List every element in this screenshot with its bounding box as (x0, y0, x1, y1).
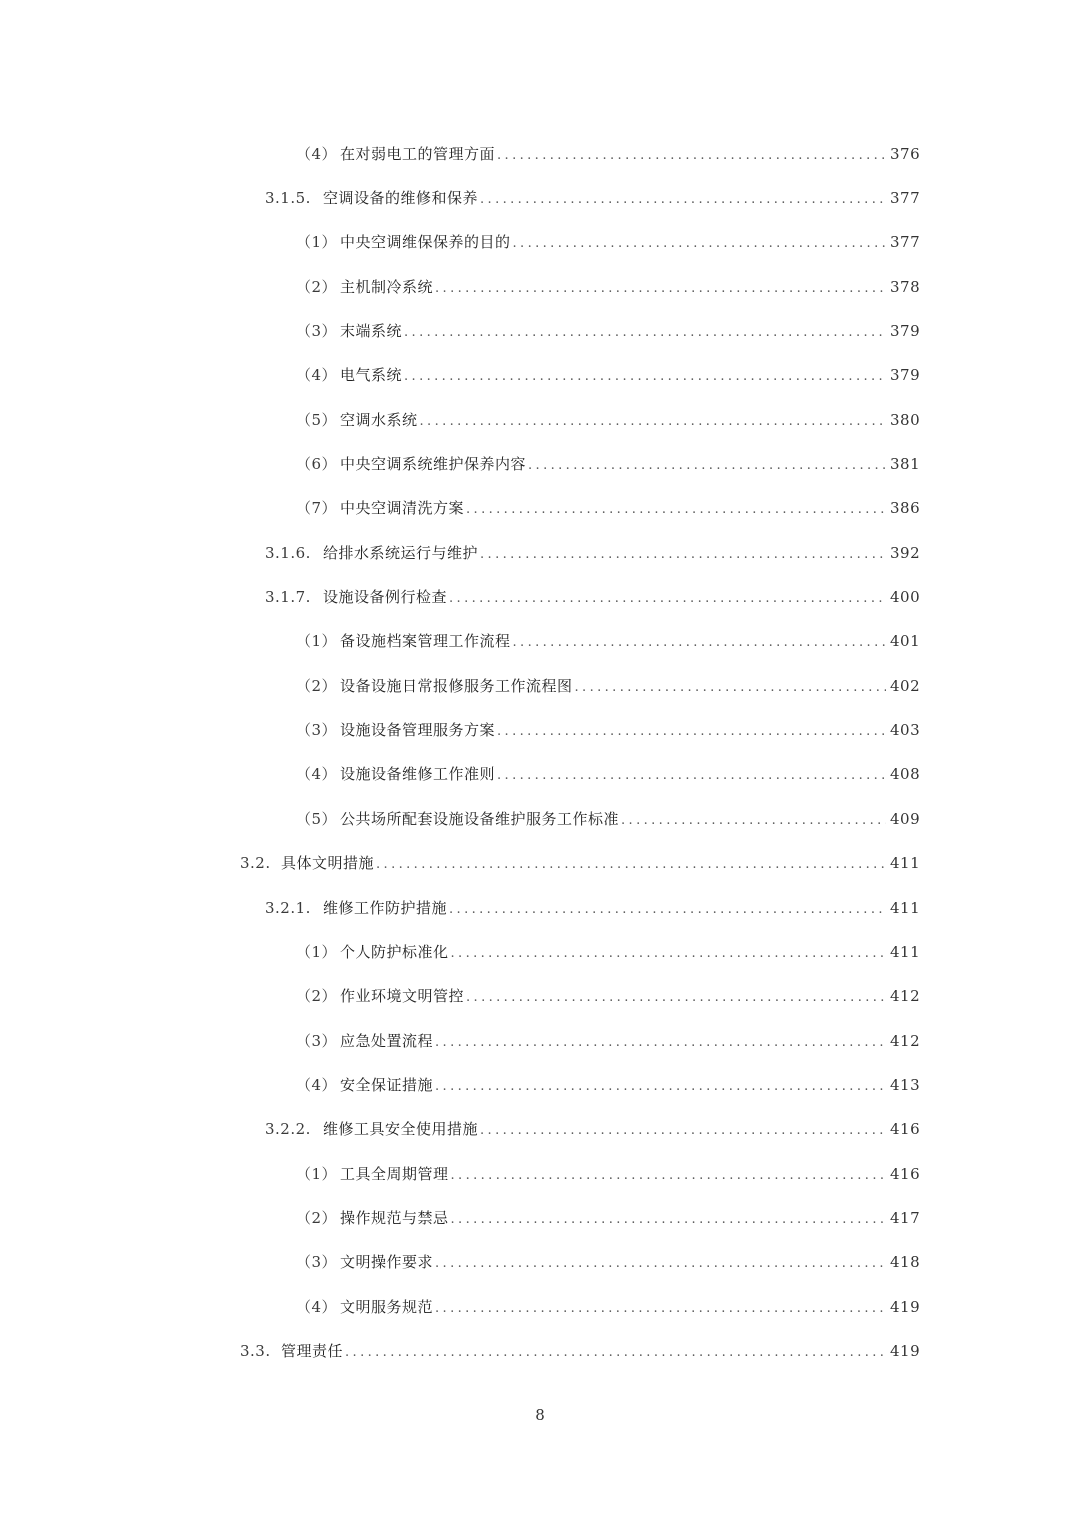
toc-entry-page: 379 (890, 366, 921, 385)
toc-entry-page: 419 (890, 1297, 921, 1316)
toc-entry-number: （3） (296, 1253, 338, 1272)
toc-entry-page: 401 (890, 632, 921, 651)
toc-leader-dots (435, 1301, 886, 1316)
toc-entry-title: 给排水系统运行与维护 (323, 543, 479, 562)
toc-entry-page: 379 (890, 322, 921, 341)
toc-leader-dots (480, 547, 886, 562)
toc-entry-title: 设备设施日常报修服务工作流程图 (340, 676, 573, 695)
toc-entry-title: 中央空调系统维护保养内容 (340, 455, 527, 474)
toc-entry-page: 392 (890, 543, 921, 562)
toc-entry-title: 具体文明措施 (281, 854, 375, 873)
toc-entry[interactable] (0, 841, 1080, 885)
toc-entry-page: 400 (890, 588, 921, 607)
toc-leader-dots (451, 1212, 886, 1227)
toc-entry-page: 386 (890, 499, 921, 518)
toc-leader-dots (528, 458, 886, 473)
toc-entry[interactable] (0, 619, 1080, 663)
toc-entry[interactable] (0, 1240, 1080, 1284)
toc-entry[interactable] (0, 397, 1080, 441)
toc-leader-dots (451, 946, 886, 961)
toc-entry[interactable] (0, 308, 1080, 352)
toc-leader-dots (480, 1123, 886, 1138)
toc-entry-page: 411 (890, 898, 921, 917)
toc-leader-dots (497, 768, 886, 783)
toc-entry[interactable] (0, 486, 1080, 530)
toc-entry-title: 末端系统 (340, 322, 403, 341)
toc-entry-number: （3） (296, 322, 338, 341)
toc-entry-number: （5） (296, 410, 338, 429)
toc-leader-dots (513, 236, 886, 251)
toc-entry[interactable] (0, 131, 1080, 175)
toc-entry-title: 工具全周期管理 (340, 1164, 449, 1183)
toc-entry[interactable] (0, 1284, 1080, 1328)
toc-entry-number: 3.1.7. (265, 588, 311, 607)
toc-entry[interactable] (0, 441, 1080, 485)
toc-leader-dots (621, 813, 886, 828)
toc-entry-title: 作业环境文明管控 (340, 987, 465, 1006)
toc-entry-page: 411 (890, 942, 921, 961)
toc-leader-dots (404, 325, 886, 340)
table-of-contents (0, 131, 1080, 1373)
toc-entry-number: （2） (296, 676, 338, 695)
toc-entry-page: 412 (890, 987, 921, 1006)
toc-entry-page: 377 (890, 189, 921, 208)
toc-leader-dots (466, 502, 886, 517)
toc-entry-number: （1） (296, 1164, 338, 1183)
toc-entry[interactable] (0, 1151, 1080, 1195)
toc-leader-dots (449, 591, 886, 606)
toc-entry-page: 413 (890, 1075, 921, 1094)
toc-entry-page: 419 (890, 1341, 921, 1360)
toc-leader-dots (451, 1168, 886, 1183)
toc-leader-dots (435, 1256, 886, 1271)
toc-leader-dots (497, 724, 886, 739)
toc-entry[interactable] (0, 1328, 1080, 1372)
toc-entry[interactable] (0, 264, 1080, 308)
toc-entry-title: 公共场所配套设施设备维护服务工作标准 (340, 809, 620, 828)
toc-entry-number: 3.1.5. (265, 189, 311, 208)
toc-entry-number: （2） (296, 277, 338, 296)
toc-entry[interactable] (0, 1062, 1080, 1106)
toc-entry-number: 3.2.2. (265, 1120, 311, 1139)
toc-entry-number: 3.2.1. (265, 898, 311, 917)
toc-leader-dots (404, 369, 886, 384)
toc-leader-dots (480, 192, 886, 207)
toc-entry-number: （3） (296, 1031, 338, 1050)
toc-entry-title: 操作规范与禁忌 (340, 1208, 449, 1227)
toc-entry-number: （4） (296, 1297, 338, 1316)
toc-entry-number: （2） (296, 1208, 338, 1227)
toc-leader-dots (435, 281, 886, 296)
page-number: 8 (535, 1406, 545, 1424)
toc-entry-number: （1） (296, 942, 338, 961)
toc-entry-number: （4） (296, 765, 338, 784)
toc-entry-number: （2） (296, 987, 338, 1006)
toc-leader-dots (420, 414, 886, 429)
toc-entry-page: 412 (890, 1031, 921, 1050)
toc-entry[interactable] (0, 220, 1080, 264)
toc-entry-number: 3.3. (240, 1341, 271, 1360)
toc-entry[interactable] (0, 574, 1080, 618)
toc-entry-page: 402 (890, 676, 921, 695)
toc-leader-dots (466, 990, 886, 1005)
toc-entry-number: （1） (296, 233, 338, 252)
toc-entry-number: 3.2. (240, 854, 271, 873)
toc-leader-dots (435, 1035, 886, 1050)
toc-entry-page: 408 (890, 765, 921, 784)
toc-leader-dots (435, 1079, 886, 1094)
toc-entry-title: 维修工具安全使用措施 (323, 1120, 479, 1139)
toc-entry-number: （4） (296, 366, 338, 385)
toc-entry-number: （1） (296, 632, 338, 651)
toc-entry-number: （6） (296, 455, 338, 474)
toc-entry[interactable] (0, 929, 1080, 973)
toc-entry-page: 409 (890, 809, 921, 828)
toc-leader-dots (497, 148, 886, 163)
toc-entry-page: 411 (890, 854, 921, 873)
toc-entry-page: 380 (890, 410, 921, 429)
toc-entry-title: 安全保证措施 (340, 1075, 434, 1094)
toc-entry-title: 空调水系统 (340, 410, 418, 429)
toc-entry-page: 418 (890, 1253, 921, 1272)
toc-leader-dots (449, 902, 886, 917)
toc-leader-dots (345, 1345, 886, 1360)
toc-entry-page: 376 (890, 144, 921, 163)
toc-entry[interactable] (0, 1107, 1080, 1151)
toc-entry-title: 个人防护标准化 (340, 942, 449, 961)
toc-entry[interactable] (0, 885, 1080, 929)
toc-entry-title: 设施设备维修工作准则 (340, 765, 496, 784)
toc-entry-title: 电气系统 (340, 366, 403, 385)
toc-entry-title: 空调设备的维修和保养 (323, 189, 479, 208)
toc-entry-number: （5） (296, 809, 338, 828)
toc-entry-title: 文明服务规范 (340, 1297, 434, 1316)
toc-entry-title: 文明操作要求 (340, 1253, 434, 1272)
toc-entry[interactable] (0, 175, 1080, 219)
toc-entry-page: 403 (890, 721, 921, 740)
toc-entry-number: （4） (296, 1075, 338, 1094)
toc-entry-page: 378 (890, 277, 921, 296)
toc-entry-title: 中央空调清洗方案 (340, 499, 465, 518)
toc-entry-title: 设施设备管理服务方案 (340, 721, 496, 740)
toc-entry-title: 中央空调维保保养的目的 (340, 233, 511, 252)
toc-entry-number: （4） (296, 144, 338, 163)
toc-entry-page: 416 (890, 1164, 921, 1183)
toc-entry[interactable] (0, 974, 1080, 1018)
toc-entry-number: （7） (296, 499, 338, 518)
toc-entry-title: 备设施档案管理工作流程 (340, 632, 511, 651)
toc-entry[interactable] (0, 1018, 1080, 1062)
toc-entry-number: 3.1.6. (265, 543, 311, 562)
toc-entry[interactable] (0, 707, 1080, 751)
toc-leader-dots (376, 857, 886, 872)
toc-entry-page: 417 (890, 1208, 921, 1227)
toc-leader-dots (513, 635, 886, 650)
toc-entry-title: 设施设备例行检查 (323, 588, 448, 607)
toc-entry[interactable] (0, 752, 1080, 796)
toc-leader-dots (575, 680, 886, 695)
toc-entry-number: （3） (296, 721, 338, 740)
toc-entry-title: 应急处置流程 (340, 1031, 434, 1050)
toc-entry-page: 416 (890, 1120, 921, 1139)
toc-entry-title: 管理责任 (281, 1341, 344, 1360)
toc-entry[interactable] (0, 353, 1080, 397)
toc-entry-title: 在对弱电工的管理方面 (340, 144, 496, 163)
toc-entry[interactable] (0, 1195, 1080, 1239)
toc-entry[interactable] (0, 796, 1080, 840)
toc-entry-page: 381 (890, 455, 921, 474)
toc-entry[interactable] (0, 663, 1080, 707)
toc-entry[interactable] (0, 530, 1080, 574)
toc-entry-title: 主机制冷系统 (340, 277, 434, 296)
toc-entry-page: 377 (890, 233, 921, 252)
toc-entry-title: 维修工作防护措施 (323, 898, 448, 917)
